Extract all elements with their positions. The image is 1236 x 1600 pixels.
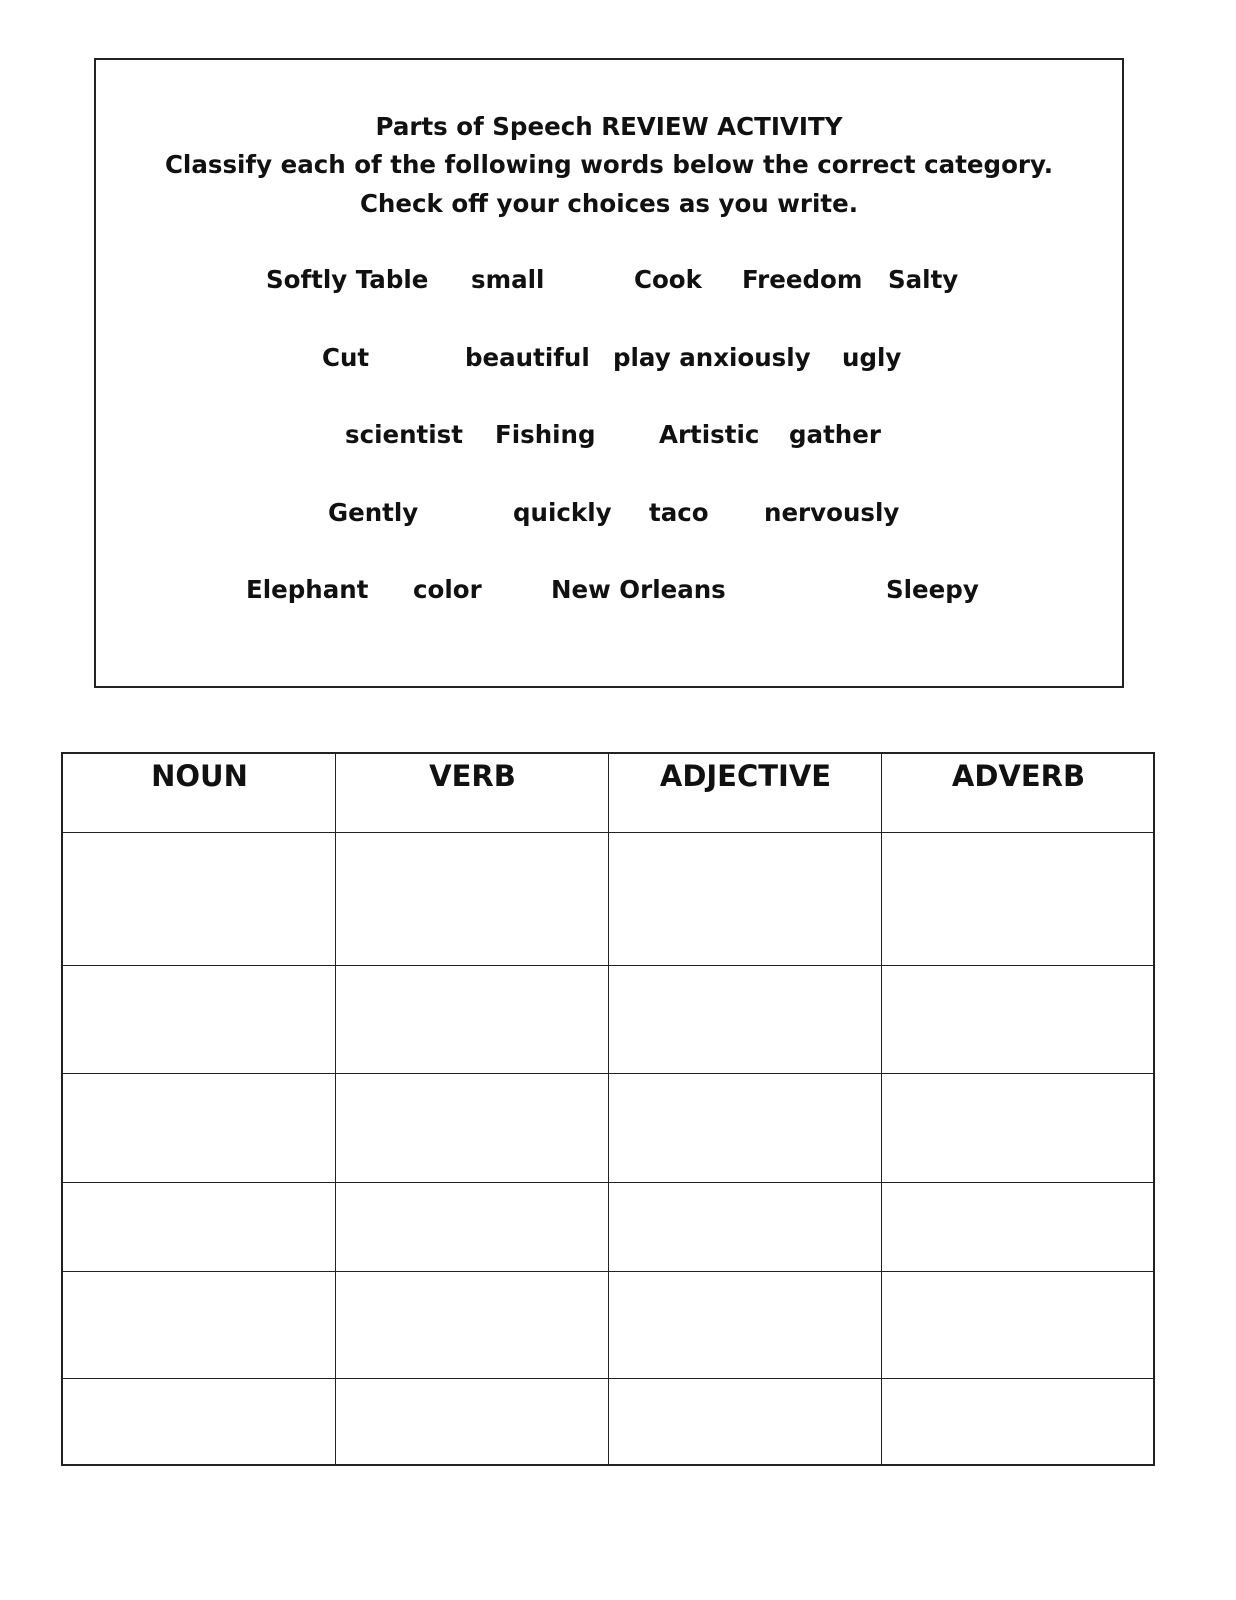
column-header-adjective: ADJECTIVE (659, 759, 832, 793)
word-item: Fishing (495, 420, 596, 449)
answer-cell[interactable] (63, 1379, 335, 1464)
word-item: play anxiously (613, 343, 811, 372)
word-item: scientist (345, 420, 463, 449)
answer-cell[interactable] (336, 1379, 608, 1464)
word-item: beautiful (465, 343, 590, 372)
column-header-noun: NOUN (151, 759, 248, 793)
column-header-verb: VERB (429, 759, 516, 793)
answer-cell[interactable] (609, 966, 881, 1073)
word-item: Artistic (659, 420, 760, 449)
answer-cell[interactable] (63, 833, 335, 965)
instruction-check-off: Check off your choices as you write. (359, 189, 859, 218)
answer-cell[interactable] (609, 1183, 881, 1271)
answer-cell[interactable] (882, 1183, 1154, 1271)
word-item: Cook (634, 265, 702, 294)
word-item: gather (789, 420, 881, 449)
answer-cell[interactable] (882, 966, 1154, 1073)
word-item: ugly (842, 343, 902, 372)
activity-title: Parts of Speech REVIEW ACTIVITY (375, 112, 843, 141)
word-item: taco (649, 498, 709, 527)
answer-cell[interactable] (336, 833, 608, 965)
answer-cell[interactable] (882, 1074, 1154, 1182)
answer-cell[interactable] (336, 966, 608, 1073)
word-item: small (471, 265, 545, 294)
word-item: Freedom (742, 265, 863, 294)
word-item: color (413, 575, 482, 604)
word-item: nervously (764, 498, 900, 527)
answer-cell[interactable] (63, 966, 335, 1073)
answer-cell[interactable] (336, 1183, 608, 1271)
answer-cell[interactable] (63, 1272, 335, 1378)
classification-table (61, 752, 1155, 1466)
answer-cell[interactable] (882, 833, 1154, 965)
word-item: Softly Table (266, 265, 429, 294)
word-item: Salty (888, 265, 959, 294)
instruction-classify: Classify each of the following words below the correct category. (164, 150, 1054, 179)
word-item: quickly (513, 498, 612, 527)
answer-cell[interactable] (882, 1379, 1154, 1464)
word-item: Gently (328, 498, 419, 527)
answer-cell[interactable] (609, 833, 881, 965)
answer-cell[interactable] (63, 1074, 335, 1182)
answer-cell[interactable] (63, 1183, 335, 1271)
column-header-adverb: ADVERB (951, 759, 1086, 793)
word-bank-box (94, 58, 1124, 688)
answer-cell[interactable] (609, 1272, 881, 1378)
word-item: Sleepy (886, 575, 979, 604)
answer-cell[interactable] (882, 1272, 1154, 1378)
answer-cell[interactable] (336, 1272, 608, 1378)
answer-cell[interactable] (336, 1074, 608, 1182)
word-item: Elephant (246, 575, 369, 604)
answer-cell[interactable] (609, 1074, 881, 1182)
answer-cell[interactable] (609, 1379, 881, 1464)
word-item: Cut (322, 343, 370, 372)
word-item: New Orleans (551, 575, 726, 604)
